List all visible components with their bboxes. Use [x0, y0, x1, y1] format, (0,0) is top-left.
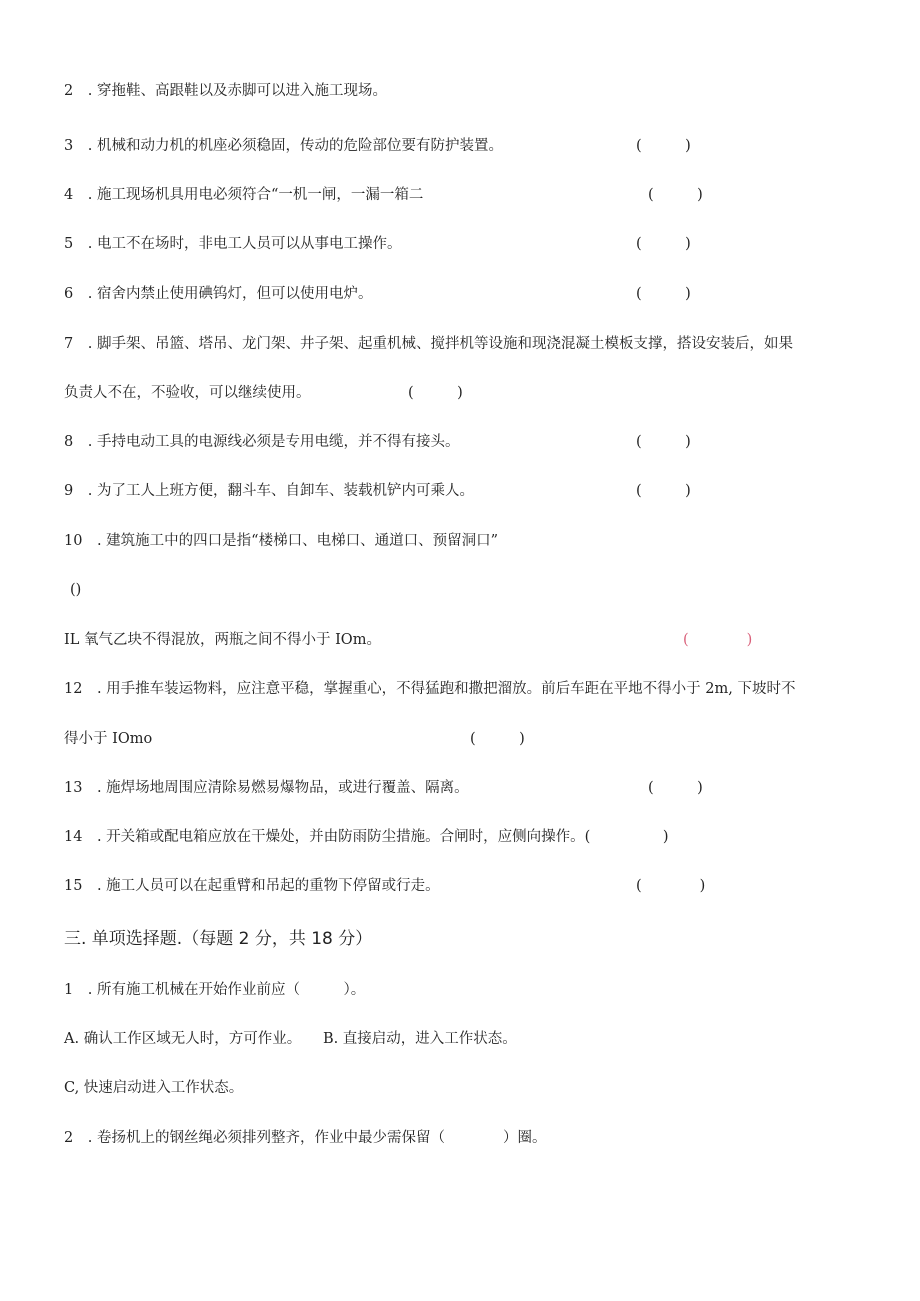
tf-item-4: 4 . 施工现场机具用电必须符合“一机一闸，一漏一箱二	[64, 187, 424, 203]
mc-item-2: 2 . 卷扬机上的钢丝绳必须排列整齐，作业中最少需保留（ ）圈。	[64, 1130, 547, 1146]
tf-item-8: 8 . 手持电动工具的电源线必须是专用电缆，并不得有接头。	[64, 434, 460, 450]
tf-item-7-line1: 7 . 脚手架、吊篮、塔吊、龙门架、井子架、起重机械、搅拌机等设施和现浇混凝土模板支撑，搭设安装后，如果	[64, 336, 793, 352]
tf-item-10: 10 . 建筑施工中的四口是指“楼梯口、电梯口、通道口、预留洞口”	[64, 533, 498, 549]
mc-item-1: 1 . 所有施工机械在开始作业前应（ ）。	[64, 982, 366, 998]
answer-blank[interactable]: ( )	[648, 187, 703, 203]
answer-blank[interactable]: ( )	[648, 780, 703, 796]
answer-blank[interactable]: ( )	[683, 632, 753, 648]
answer-blank[interactable]: ( )	[470, 731, 525, 747]
mc-item-1-option-c: C, 快速启动进入工作状态。	[64, 1080, 244, 1096]
tf-item-13: 13 . 施焊场地周围应清除易燃易爆物品，或进行覆盖、隔离。	[64, 780, 469, 796]
answer-blank[interactable]: ()	[70, 582, 82, 598]
tf-item-6: 6 . 宿舍内禁止使用碘钨灯，但可以使用电炉。	[64, 286, 373, 302]
tf-item-12-line1: 12 . 用手推车装运物料，应注意平稳，掌握重心，不得猛跑和撒把溜放。前后车距在平地不得小于 2m, 下坡时不	[64, 681, 796, 697]
tf-item-2: 2 . 穿拖鞋、高跟鞋以及赤脚可以进入施工现场。	[64, 83, 387, 99]
tf-item-7-line2: 负责人不在，不验收，可以继续使用。	[64, 385, 311, 401]
answer-blank[interactable]: ( )	[636, 483, 691, 499]
answer-blank[interactable]: ( )	[636, 138, 691, 154]
tf-item-12-line2: 得小于 IOmo	[64, 731, 153, 747]
answer-blank[interactable]: ( )	[636, 434, 691, 450]
answer-blank[interactable]: ( )	[636, 236, 691, 252]
tf-item-11: IL 氧气乙块不得混放，两瓶之间不得小于 IOm。	[64, 632, 381, 648]
answer-blank[interactable]: ( )	[636, 286, 691, 302]
section-heading: 三. 单项选择题.（每题 2 分，共 18 分）	[64, 929, 373, 949]
tf-item-9: 9 . 为了工人上班方便，翻斗车、自卸车、装载机铲内可乘人。	[64, 483, 474, 499]
tf-item-5: 5 . 电工不在场时，非电工人员可以从事电工操作。	[64, 236, 402, 252]
mc-item-1-options-ab: A. 确认工作区域无人时，方可作业。 B. 直接启动，进入工作状态。	[64, 1031, 517, 1047]
tf-item-15: 15 . 施工人员可以在起重臂和吊起的重物下停留或行走。	[64, 878, 440, 894]
answer-blank[interactable]: ( )	[408, 385, 463, 401]
answer-blank[interactable]: ( )	[636, 878, 706, 894]
tf-item-3: 3 . 机械和动力机的机座必须稳固，传动的危险部位要有防护装置。	[64, 138, 503, 154]
tf-item-14: 14 . 开关箱或配电箱应放在干燥处，并由防雨防尘措施。合闸时，应侧向操作。( )	[64, 829, 669, 845]
